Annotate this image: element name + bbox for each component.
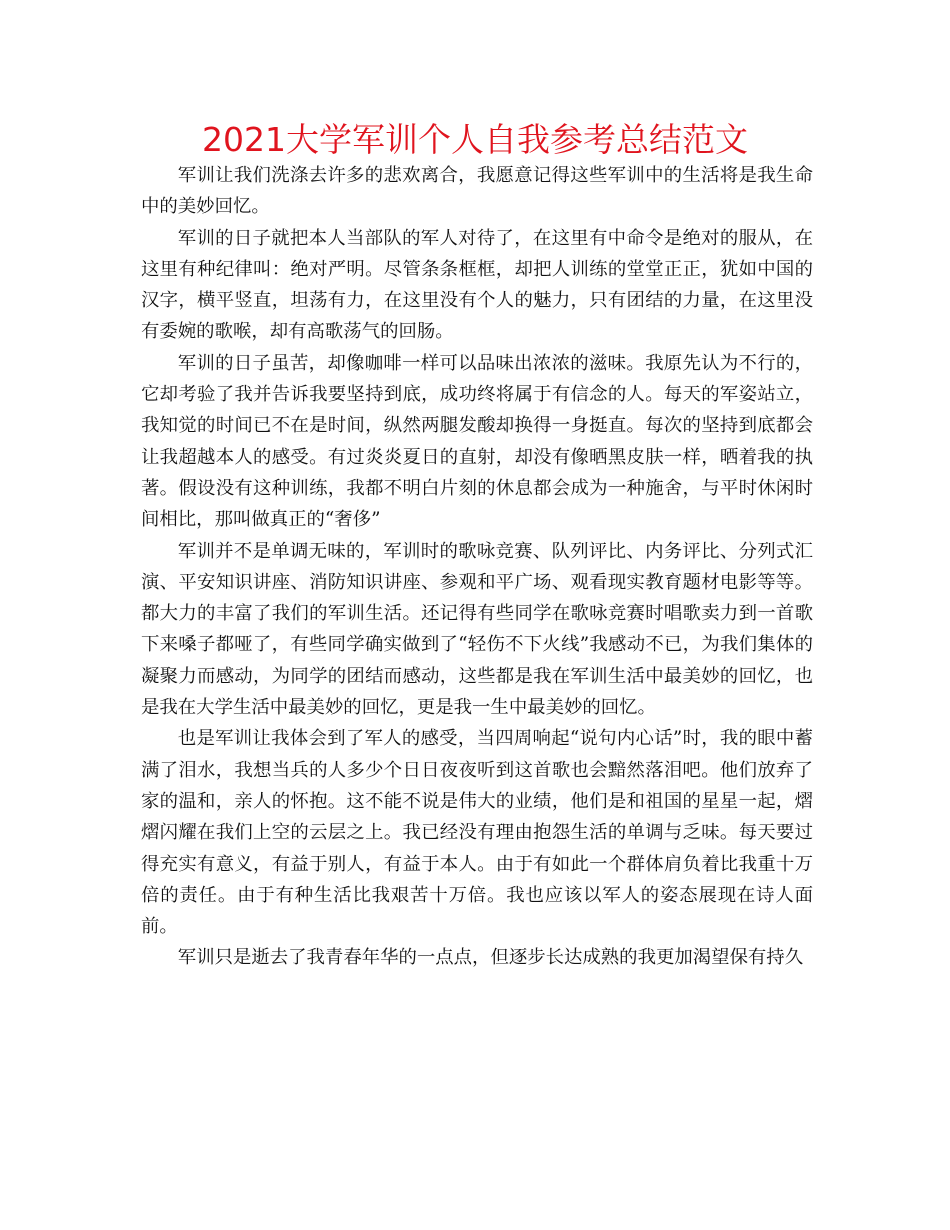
paragraph: 军训让我们洗涤去许多的悲欢离合，我愿意记得这些军训中的生活将是我生命中的美妙回忆。 xyxy=(141,165,813,218)
paragraph: 军训只是逝去了我青春年华的一点点，但逐步长达成熟的我更加渴望保有持久 xyxy=(177,947,804,969)
paragraph: 军训的日子虽苦，却像咖啡一样可以品味出浓浓的滋味。我原先认为不行的，它却考验了我并告诉我要坚持到底，成功终将属于有信念的人。每天的军姿站立，我知觉的时间已不在是时间，纵然两腿发酸却换得一身挺直。每次的坚持到底都会让我超越本人的感受。有过炎炎夏日的直射，却没有像晒黑皮肤一样，晒着我的执著。假设没有这种训练，我都不明白片刻的休息都会成为一种施舍，与平时休闲时间相比，那叫做真正的“奢侈” xyxy=(141,352,813,531)
document-title: 2021大学军训个人自我参考总结范文 xyxy=(202,120,748,159)
paragraph: 也是军训让我体会到了军人的感受，当四周响起“说句内心话”时，我的眼中蓄满了泪水，我想当兵的人多少个日日夜夜听到这首歌也会黯然落泪吧。他们放弃了家的温和，亲人的怀抱。这不能不说是伟大的业绩，他们是和祖国的星星一起，熠熠闪耀在我们上空的云层之上。我已经没有理由抱怨生活的单调与乏味。每天要过得充实有意义，有益于别人，有益于本人。由于有如此一个群体肩负着比我重十万倍的责任。由于有种生活比我艰苦十万倍。我也应该以军人的姿态展现在诗人面前。 xyxy=(141,728,813,938)
document-body xyxy=(141,160,813,974)
paragraph: 军训并不是单调无味的，军训时的歌咏竞赛、队列评比、内务评比、分列式汇演、平安知识讲座、消防知识讲座、参观和平广场、观看现实教育题材电影等等。都大力的丰富了我们的军训生活。还记得有些同学在歌咏竞赛时唱歌卖力到一首歌下来嗓子都哑了，有些同学确实做到了“轻伤不下火线”我感动不已，为我们集体的凝聚力而感动，为同学的团结而感动，这些都是我在军训生活中最美妙的回忆，也是我在大学生活中最美妙的回忆，更是我一生中最美妙的回忆。 xyxy=(141,540,813,719)
paragraph: 军训的日子就把本人当部队的军人对待了，在这里有中命令是绝对的服从，在这里有种纪律叫：绝对严明。尽管条条框框，却把人训练的堂堂正正，犹如中国的汉字，横平竖直，坦荡有力，在这里没有个人的魅力，只有团结的力量，在这里没有委婉的歌喉，却有高歌荡气的回肠。 xyxy=(141,227,813,343)
